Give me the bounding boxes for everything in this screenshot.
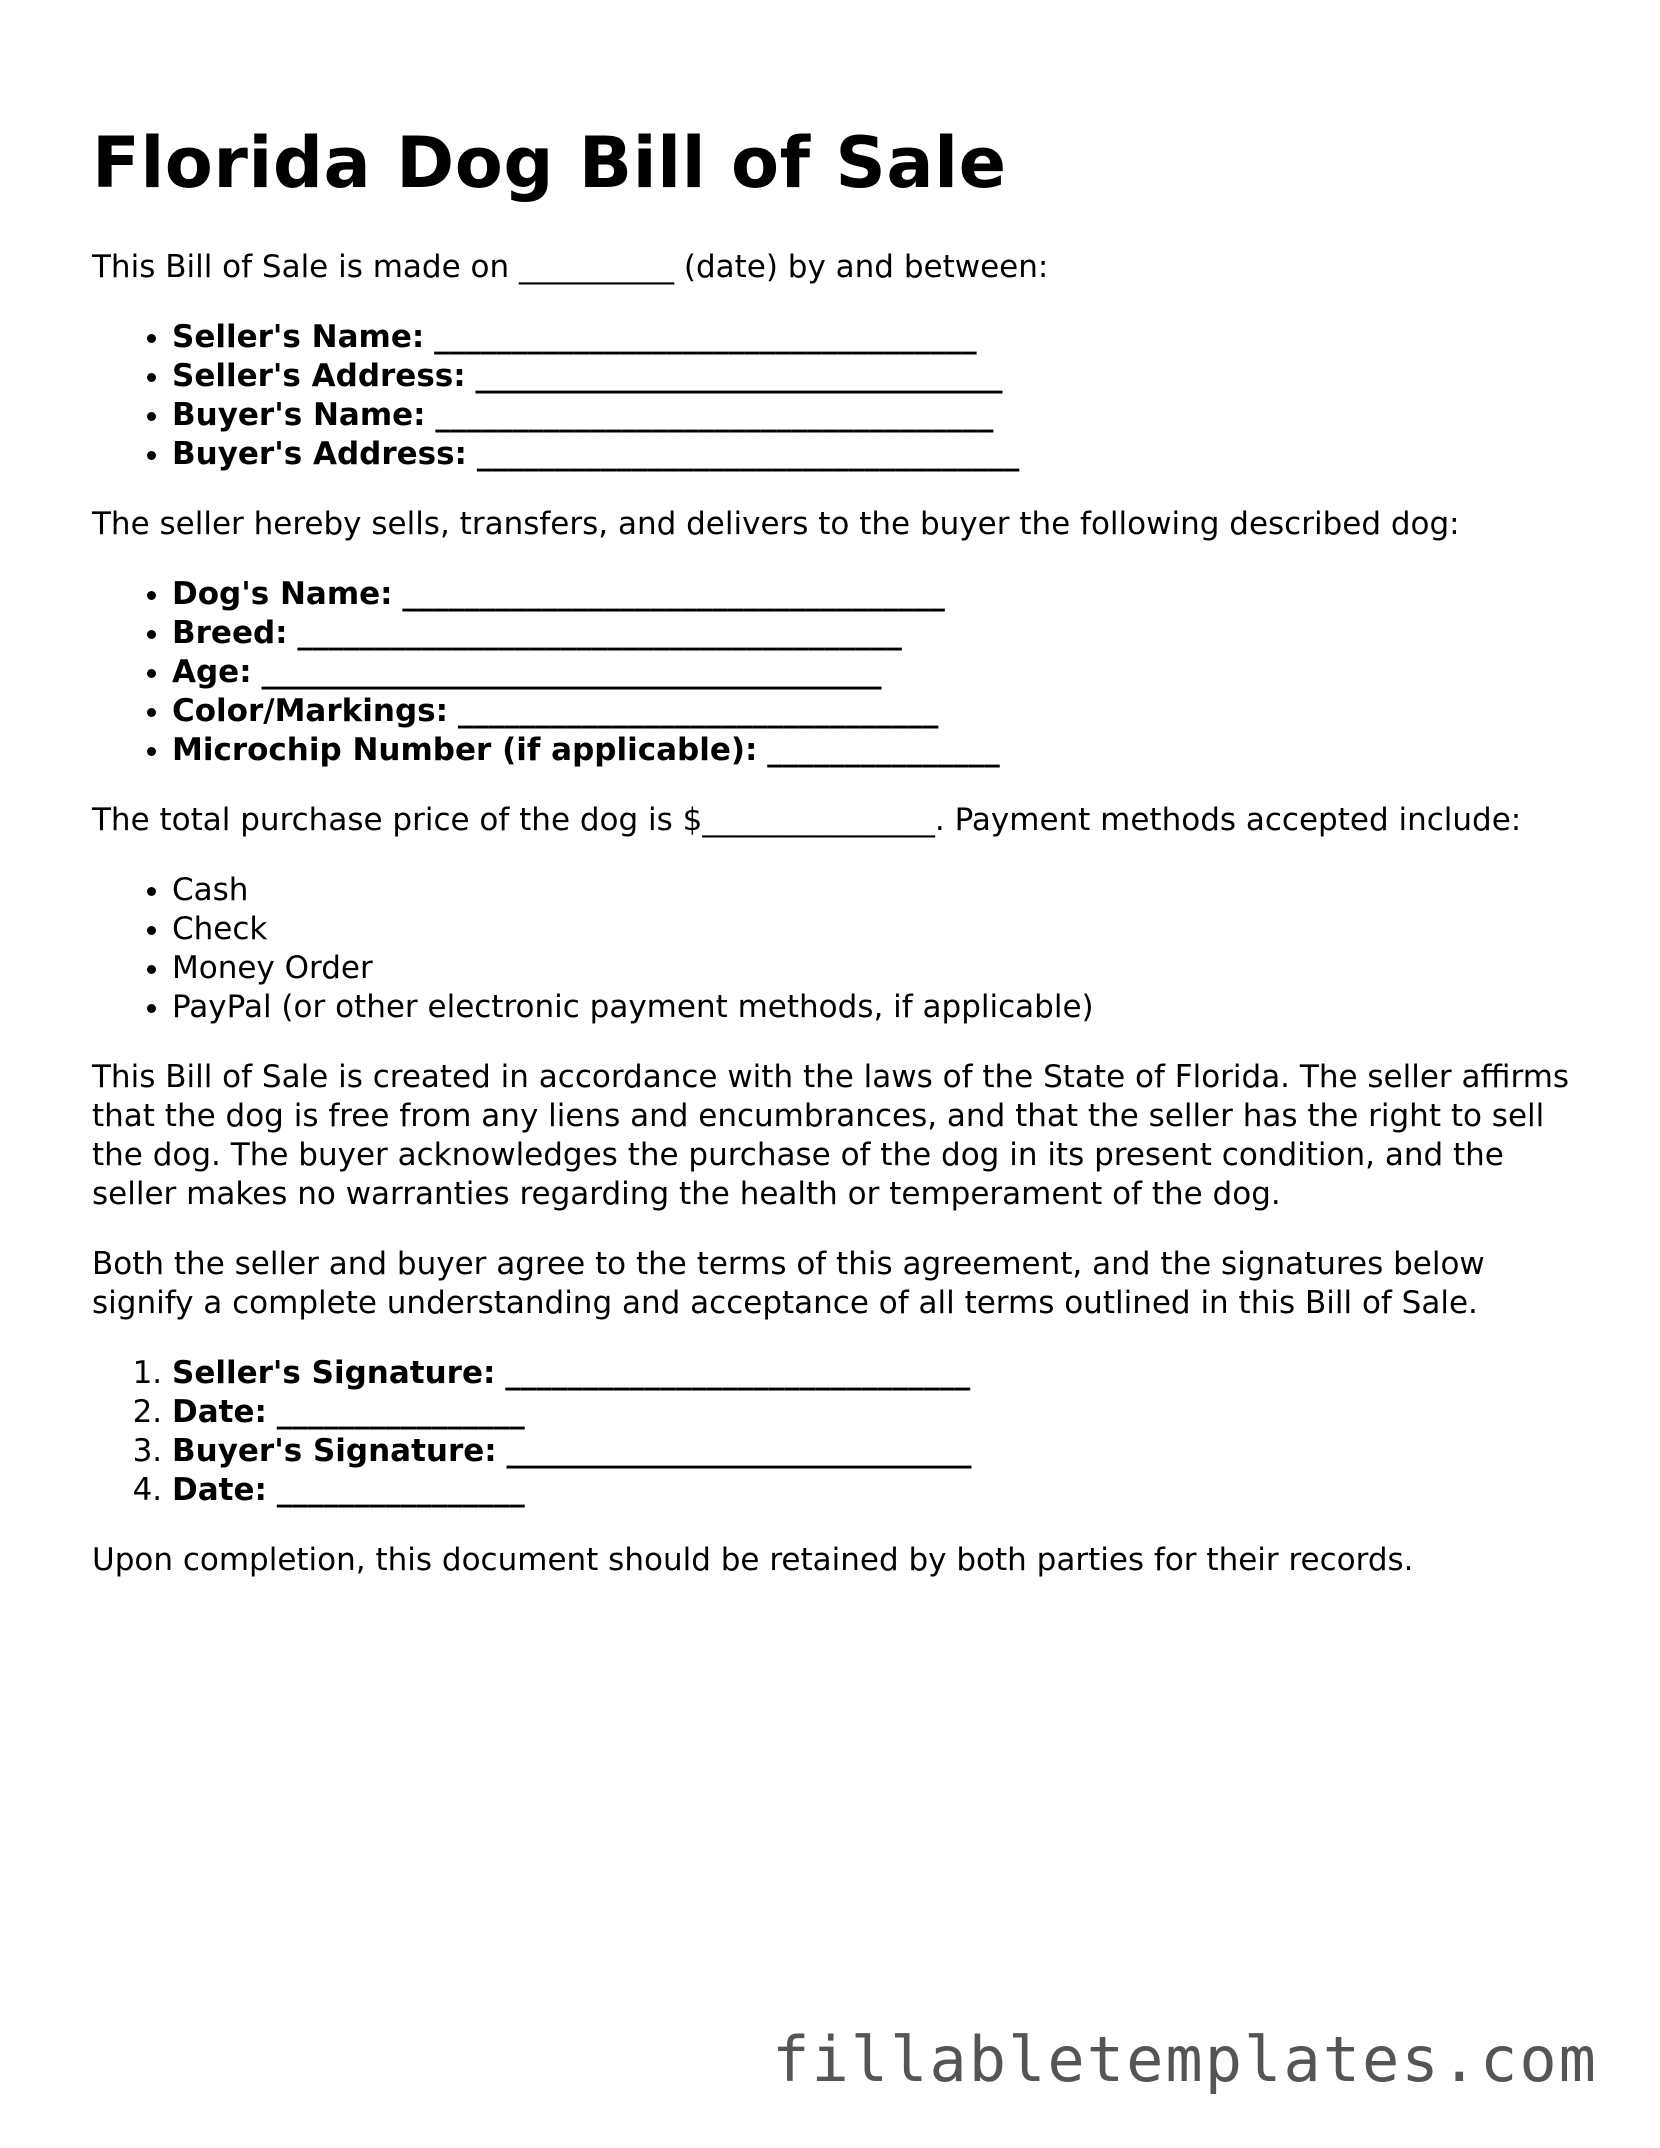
field-label: Buyer's Address: (172, 436, 467, 472)
list-item (172, 1354, 1572, 1393)
intro-paragraph: This Bill of Sale is made on __________ (date) by and between: (92, 249, 1049, 285)
field-label: Date: (172, 1472, 267, 1508)
list-item (172, 575, 1572, 614)
field-blank[interactable]: ______________________________ (506, 1433, 972, 1469)
field-blank[interactable]: ______________________________ (505, 1355, 971, 1391)
list-item: • Cash (172, 871, 1572, 910)
field-label: Seller's Name: (172, 319, 425, 355)
legal-paragraph: This Bill of Sale is created in accordance with the laws of the State of Florida. The seller affirms that the dog is free from any liens and encumbrances, and that the seller has the right to sell the dog. The buyer acknowledges the purchase of the dog in its present condition, and the seller makes no warranties regarding the health or temperament of the dog. (92, 1059, 1570, 1212)
field-label: Color/Markings: (172, 693, 448, 729)
list-item (172, 1471, 1572, 1510)
list-item (172, 731, 1572, 770)
field-label: Age: (172, 654, 252, 690)
field-label: Buyer's Signature: (172, 1433, 497, 1469)
field-blank[interactable]: ____________________________________ (435, 397, 994, 433)
field-blank[interactable]: _______________ (767, 732, 1000, 768)
list-item (172, 653, 1572, 692)
price-paragraph: The total purchase price of the dog is $_______________. Payment methods accepted include: (92, 802, 1522, 838)
field-label: Buyer's Name: (172, 397, 426, 433)
list-item (172, 1393, 1572, 1432)
field-blank[interactable]: ________________ (276, 1394, 525, 1430)
field-blank[interactable]: __________________________________ (475, 358, 1003, 394)
field-label: Microchip Number (if applicable): (172, 732, 758, 768)
field-label: Seller's Signature: (172, 1355, 496, 1391)
signatures-list (92, 1354, 1572, 1510)
document-page (92, 92, 1572, 1580)
list-item (172, 1432, 1572, 1471)
field-blank[interactable]: ________________________________________ (261, 654, 882, 690)
list-item: • Check (172, 910, 1572, 949)
list-item (172, 318, 1572, 357)
payment-methods-list (92, 871, 1572, 1027)
list-item (172, 396, 1572, 435)
parties-list (92, 318, 1572, 474)
dog-details-list (92, 575, 1572, 770)
field-blank[interactable]: ___________________________________ (402, 576, 945, 612)
field-blank[interactable]: ___________________________________ (476, 436, 1020, 472)
list-item: • PayPal (or other electronic payment methods, if applicable) (172, 988, 1572, 1027)
list-item (172, 614, 1572, 653)
field-label: Breed: (172, 615, 288, 651)
field-blank[interactable]: ___________________________________ (434, 319, 977, 355)
closing-paragraph: Upon completion, this document should be retained by both parties for their records. (92, 1542, 1414, 1578)
field-blank[interactable]: _______________________________________ (297, 615, 902, 651)
field-blank[interactable]: _______________________________ (457, 693, 939, 729)
document-title: Florida Dog Bill of Sale (92, 122, 1007, 204)
list-item (172, 692, 1572, 731)
field-label: Seller's Address: (172, 358, 466, 394)
watermark: fillabletemplates.com (772, 2023, 1598, 2096)
field-blank[interactable]: ________________ (276, 1472, 525, 1508)
field-label: Date: (172, 1394, 267, 1430)
list-item (172, 357, 1572, 396)
field-label: Dog's Name: (172, 576, 393, 612)
agreement-paragraph: Both the seller and buyer agree to the terms of this agreement, and the signatures below signify a complete understanding and acceptance of all terms outlined in this Bill of Sale. (92, 1246, 1485, 1321)
transfer-paragraph: The seller hereby sells, transfers, and delivers to the buyer the following described dog: (92, 506, 1460, 542)
list-item: • Money Order (172, 949, 1572, 988)
list-item (172, 435, 1572, 474)
